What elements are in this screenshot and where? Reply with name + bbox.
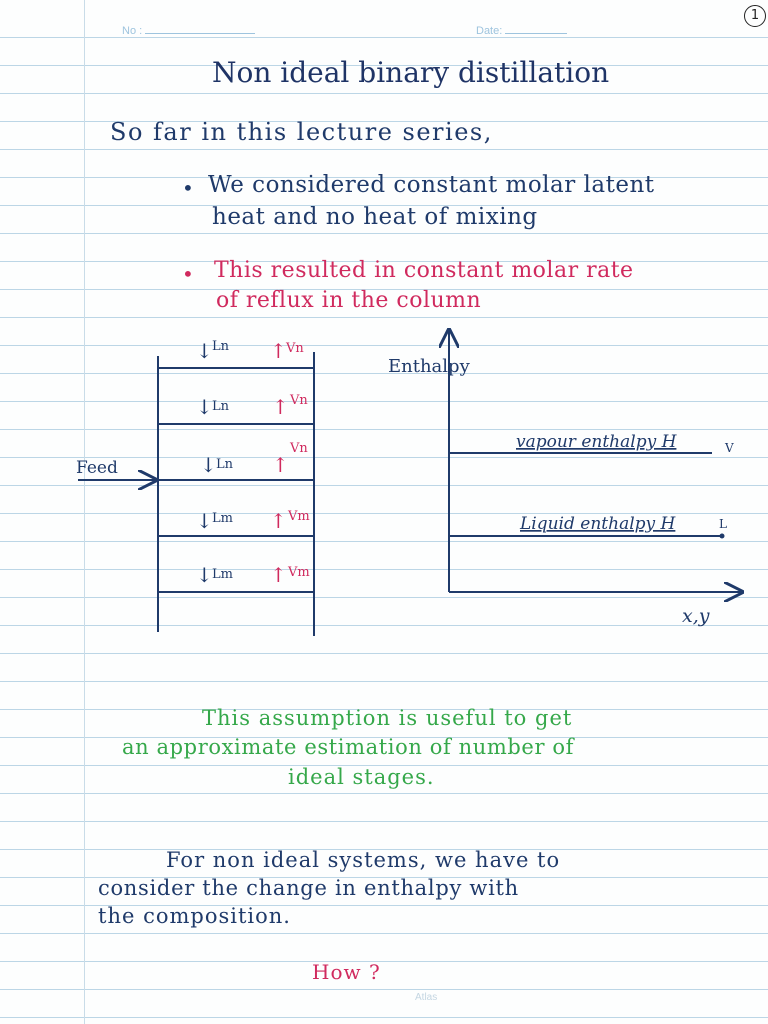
bullet-dot-2: • [182,262,194,286]
note-line-1: This assumption is useful to get [202,706,573,730]
note-line-2: an approximate estimation of number of [122,735,574,759]
vapour-flow-label: Vn [290,393,308,408]
liquid-down-arrow-icon: ↓ [196,563,213,587]
stage-1-flows [196,339,304,363]
liquid-enthalpy-label: Liquid enthalpy H [520,514,676,534]
composition-axis-label: x,y [682,605,710,627]
date-label: Date: [476,25,503,37]
vapour-flow-label: Vn [286,341,304,356]
intro-text: So far in this lecture series, [110,118,493,146]
bullet-1-line-1: We considered constant molar latent [208,172,655,198]
page-number: 1 [744,5,766,27]
vapour-enthalpy-subscript: V [725,441,734,455]
stage-2-flows [196,393,308,419]
question-text: How ? [312,960,381,984]
liquid-down-arrow-icon: ↓ [196,339,213,363]
bullet-2-line-1: This resulted in constant molar rate [214,258,634,283]
enthalpy-diagram [449,330,742,592]
closing-line-3: the composition. [98,904,291,928]
liquid-flow-label: Lm [212,567,233,582]
vapour-flow-label: Vm [288,565,310,580]
stage-4-flows [196,509,310,533]
vapour-up-arrow-icon: ↑ [270,339,287,363]
stage-3-flows [200,441,308,477]
page-title: Non ideal binary distillation [212,56,610,89]
closing-line-2: consider the change in enthalpy with [98,876,519,900]
stage-5-flows [196,563,310,587]
bullet-1-line-2: heat and no heat of mixing [212,204,538,230]
vapour-up-arrow-icon: ↑ [270,509,287,533]
vapour-flow-label: Vm [288,509,310,524]
liquid-down-arrow-icon: ↓ [196,395,213,419]
liquid-flow-label: Ln [212,339,230,354]
liquid-line-endpoint [720,534,725,539]
number-label: No : [122,25,143,37]
liquid-flow-label: Ln [216,457,234,472]
note-line-3: ideal stages. [288,765,435,789]
liquid-flow-label: Ln [212,399,230,414]
feed-label: Feed [76,458,118,478]
vapour-enthalpy-label: vapour enthalpy H [516,432,677,452]
closing-line-1: For non ideal systems, we have to [166,848,561,872]
bullet-2-line-2: of reflux in the column [216,288,482,313]
liquid-down-arrow-icon: ↓ [200,453,217,477]
vapour-up-arrow-icon: ↑ [272,395,289,419]
vapour-up-arrow-icon: ↑ [272,453,289,477]
liquid-flow-label: Lm [212,511,233,526]
liquid-enthalpy-subscript: L [719,517,727,531]
liquid-down-arrow-icon: ↓ [196,509,213,533]
bullet-dot-1: • [182,176,194,200]
footer-brand: Atlas [415,992,438,1003]
vapour-flow-label: Vn [290,441,308,456]
enthalpy-axis-label: Enthalpy [388,356,470,377]
vapour-up-arrow-icon: ↑ [270,563,287,587]
